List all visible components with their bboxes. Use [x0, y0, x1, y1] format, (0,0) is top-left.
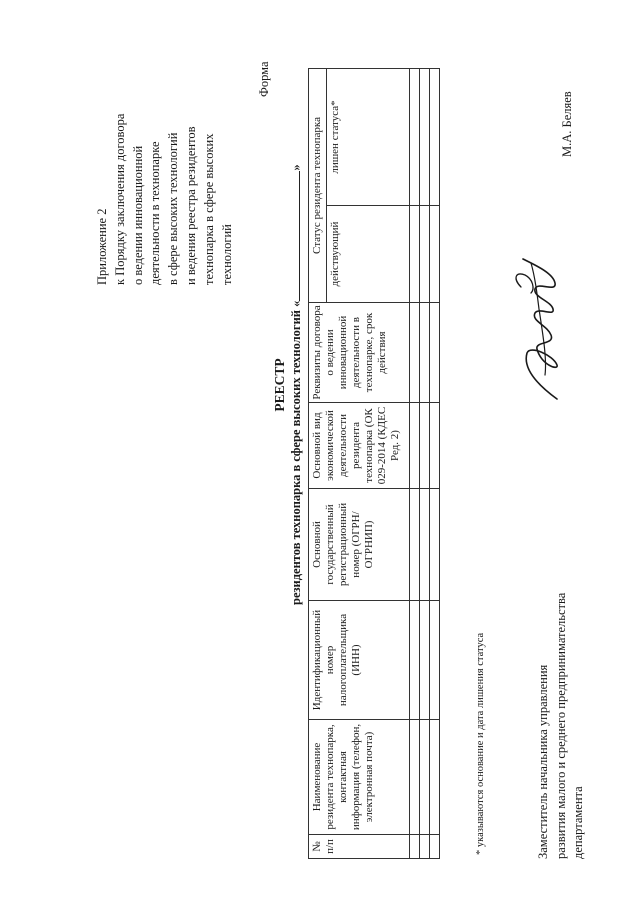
- header-num: № п/п: [309, 835, 410, 859]
- title-registry: РЕЕСТР: [272, 358, 287, 412]
- header-name: Наименование резидента технопарка, контактная информация (телефон, электронная почта): [309, 720, 410, 835]
- signatory-name: М.А. Беляев: [560, 91, 574, 157]
- appendix-line: технологий: [219, 224, 234, 285]
- handwritten-signature: [505, 255, 575, 405]
- form-label: Форма: [257, 61, 271, 97]
- table-row: [430, 68, 440, 858]
- position-line: департамента: [571, 786, 585, 859]
- header-ogrn: Основной государственный регистрационный номер (ОГРН/ОГРНИП): [309, 489, 410, 601]
- appendix-block: [94, 45, 236, 285]
- appendix-line: к Порядку заключения договора: [112, 113, 127, 285]
- appendix-line: деятельности в технопарке: [148, 141, 163, 285]
- header-inn: Идентификационный номер налогоплательщика (ИНН): [309, 601, 410, 720]
- appendix-line: в сфере высоких технологий: [166, 132, 181, 285]
- title-subtitle: [288, 165, 304, 605]
- title-blank-line: [288, 171, 300, 301]
- title-subtitle-suffix: »: [289, 164, 303, 171]
- table-row: [410, 68, 420, 858]
- table-row: [420, 68, 430, 858]
- header-status-lost: лишен статуса*: [327, 68, 410, 205]
- footnote: * указываются основание и дата лишения статуса: [475, 632, 486, 855]
- position-line: Заместитель начальника управления: [536, 664, 550, 859]
- position-line: развития малого и среднего предпринимательства: [553, 592, 568, 859]
- appendix-line: о ведении инновационной: [130, 145, 145, 285]
- header-status: Статус резидента технопарка: [309, 68, 327, 302]
- appendix-line: и ведения реестра резидентов: [183, 126, 198, 285]
- header-status-active: действующий: [327, 206, 410, 303]
- title-subtitle-prefix: резидентов технопарка в сфере высоких технологий «: [289, 300, 303, 605]
- document-title: [272, 165, 304, 605]
- signatory-position: [535, 593, 588, 859]
- registry-table: [308, 68, 440, 859]
- appendix-line: Приложение 2: [95, 208, 109, 285]
- header-okved: Основной вид экономической деятельности резидента технопарка (ОК 029-2014 (КДЕС Ред. 2): [309, 403, 410, 489]
- header-contract: Реквизиты договора о ведении инновационной деятельности в технопарке, срок действия: [309, 303, 410, 403]
- appendix-line: технопарка в сфере высоких: [201, 133, 216, 285]
